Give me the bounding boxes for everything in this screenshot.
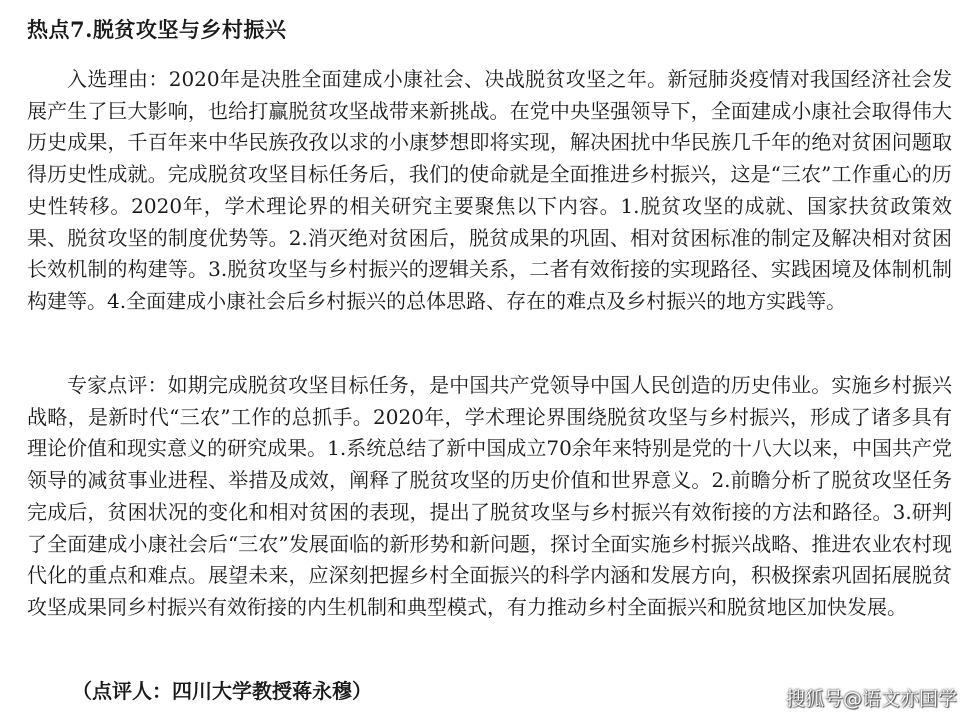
source-watermark: 搜狐号@语文亦国学 xyxy=(785,688,957,710)
reviewer-credit: （点评人：四川大学教授蒋永穆） xyxy=(72,679,372,703)
selection-reason-paragraph: 入选理由：2020年是决胜全面建成小康社会、决战脱贫攻坚之年。新冠肺炎疫情对我国经济社会发展产生了巨大影响，也给打赢脱贫攻坚战带来新挑战。在党中央坚强领导下，全面建成小康社会取得伟大历史成果，千百年来中华民族孜孜以求的小康梦想即将实现，解决困扰中华民族几千年的绝对贫困问题取得历史性成就。完成脱贫攻坚目标任务后，我们的使命就是全面推进乡村振兴，这是“三农”工作重心的历史性转移。2020年，学术理论界的相关研究主要聚焦以下内容。1.脱贫攻坚的成就、国家扶贫政策效果、脱贫攻坚的制度优势等。2.消灭绝对贫困后，脱贫成果的巩固、相对贫困标准的制定及解决相对贫困长效机制的构建等。3.脱贫攻坚与乡村振兴的逻辑关系，二者有效衔接的实现路径、实践困境及体制机制构建等。4.全面建成小康社会后乡村振兴的总体思路、存在的难点及乡村振兴的地方实践等。 xyxy=(27,67,952,313)
section-heading: 热点7.脱贫攻坚与乡村振兴 xyxy=(27,17,287,42)
expert-comment-paragraph: 专家点评：如期完成脱贫攻坚目标任务，是中国共产党领导中国人民创造的历史伟业。实施乡村振兴战略，是新时代“三农”工作的总抓手。2020年，学术理论界围绕脱贫攻坚与乡村振兴，形成了诸多具有理论价值和现实意义的研究成果。1.系统总结了新中国成立70余年来特别是党的十八大以来，中国共产党领导的减贫事业进程、举措及成效，阐释了脱贫攻坚的历史价值和世界意义。2.前瞻分析了脱贫攻坚任务完成后，贫困状况的变化和相对贫困的表现，提出了脱贫攻坚与乡村振兴有效衔接的方法和路径。3.研判了全面建成小康社会后“三农”发展面临的新形势和新问题，探讨全面实施乡村振兴战略、推进农业农村现代化的重点和难点。展望未来，应深刻把握乡村全面振兴的科学内涵和发展方向，积极探索巩固拓展脱贫攻坚成果同乡村振兴有效衔接的内生机制和典型模式，有力推动乡村全面振兴和脱贫地区加快发展。 xyxy=(27,373,952,619)
